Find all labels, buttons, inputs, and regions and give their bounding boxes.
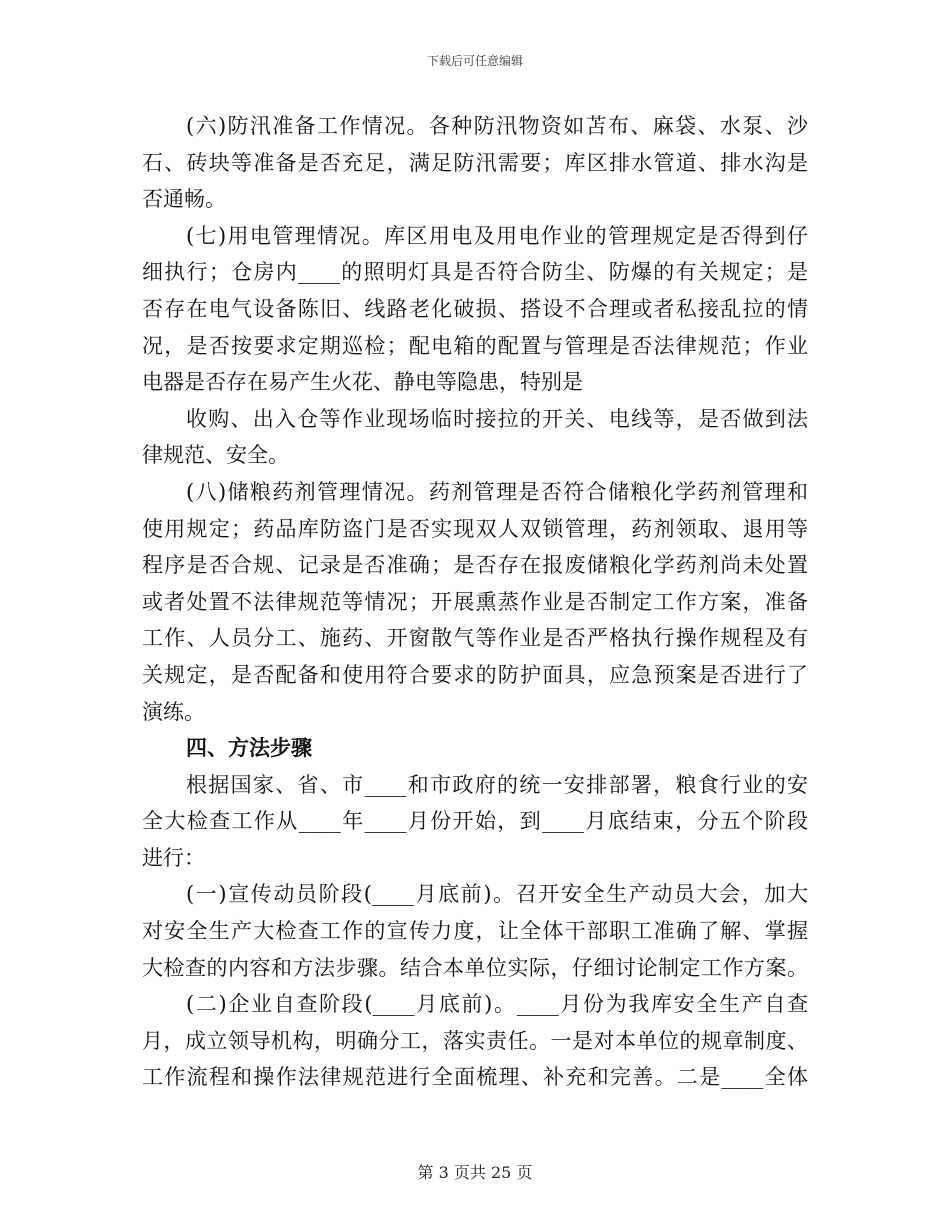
text-line: 细执行；仓房内____的照明灯具是否符合防尘、防爆的有关规定；是 xyxy=(142,260,808,285)
text-line: 否存在电气设备陈旧、线路老化破损、搭设不合理或者私接乱拉的情 xyxy=(142,296,808,321)
page-footer: 第 3 页共 25 页 xyxy=(417,1163,533,1182)
text-line: (一)宣传动员阶段(____月底前)。召开安全生产动员大会，加大 xyxy=(186,882,808,907)
text-line: 律规范、安全。 xyxy=(142,443,289,468)
text-line: 使用规定；药品库防盗门是否实现双人双锁管理，药剂领取、退用等 xyxy=(142,516,808,541)
document-body xyxy=(142,108,808,1096)
text-line: 关规定，是否配备和使用符合要求的防护面具，应急预案是否进行了 xyxy=(142,662,808,687)
text-line: (二)企业自查阶段(____月底前)。____月份为我库安全生产自查 xyxy=(186,992,808,1017)
text-line: 工作流程和操作法律规范进行全面梳理、补充和完善。二是____全体 xyxy=(142,1065,808,1090)
text-line: 电器是否存在易产生火花、静电等隐患，特别是 xyxy=(142,370,583,395)
text-line: (六)防汛准备工作情况。各种防汛物资如苫布、麻袋、水泵、沙 xyxy=(186,114,808,138)
text-line: 石、砖块等准备是否充足，满足防汛需要；库区排水管道、排水沟是 xyxy=(142,150,808,175)
text-line: 工作、人员分工、施药、开窗散气等作业是否严格执行操作规程及有 xyxy=(142,626,808,651)
text-line: 进行： xyxy=(142,845,205,870)
text-line: 对安全生产大检查工作的宣传力度，让全体干部职工准确了解、掌握 xyxy=(142,919,808,944)
text-line: 演练。 xyxy=(142,699,205,724)
text-line: 况，是否按要求定期巡检；配电箱的配置与管理是否法律规范；作业 xyxy=(142,333,808,358)
text-line: 否通畅。 xyxy=(142,187,226,212)
text-line: 程序是否合规、记录是否准确；是否存在报废储粮化学药剂尚未处置 xyxy=(142,553,808,578)
text-line: (八)储粮药剂管理情况。药剂管理是否符合储粮化学药剂管理和 xyxy=(186,479,808,504)
text-line: 全大检查工作从____年____月份开始，到____月底结束，分五个阶段 xyxy=(142,809,808,834)
text-line: 或者处置不法律规范等情况；开展熏蒸作业是否制定工作方案，准备 xyxy=(142,589,808,614)
text-line: (七)用电管理情况。库区用电及用电作业的管理规定是否得到仔 xyxy=(186,223,808,248)
text-line: 月，成立领导机构，明确分工，落实责任。一是对本单位的规章制度、 xyxy=(142,1028,808,1053)
text-line: 大检查的内容和方法步骤。结合本单位实际，仔细讨论制定工作方案。 xyxy=(142,955,808,980)
text-line: 收购、出入仓等作业现场临时接拉的开关、电线等，是否做到法 xyxy=(186,406,808,431)
page-header: 下载后可任意编辑 xyxy=(426,54,523,68)
section-heading: 四、方法步骤 xyxy=(186,735,312,761)
text-line: 根据国家、省、市____和市政府的统一安排部署，粮食行业的安 xyxy=(186,772,808,797)
